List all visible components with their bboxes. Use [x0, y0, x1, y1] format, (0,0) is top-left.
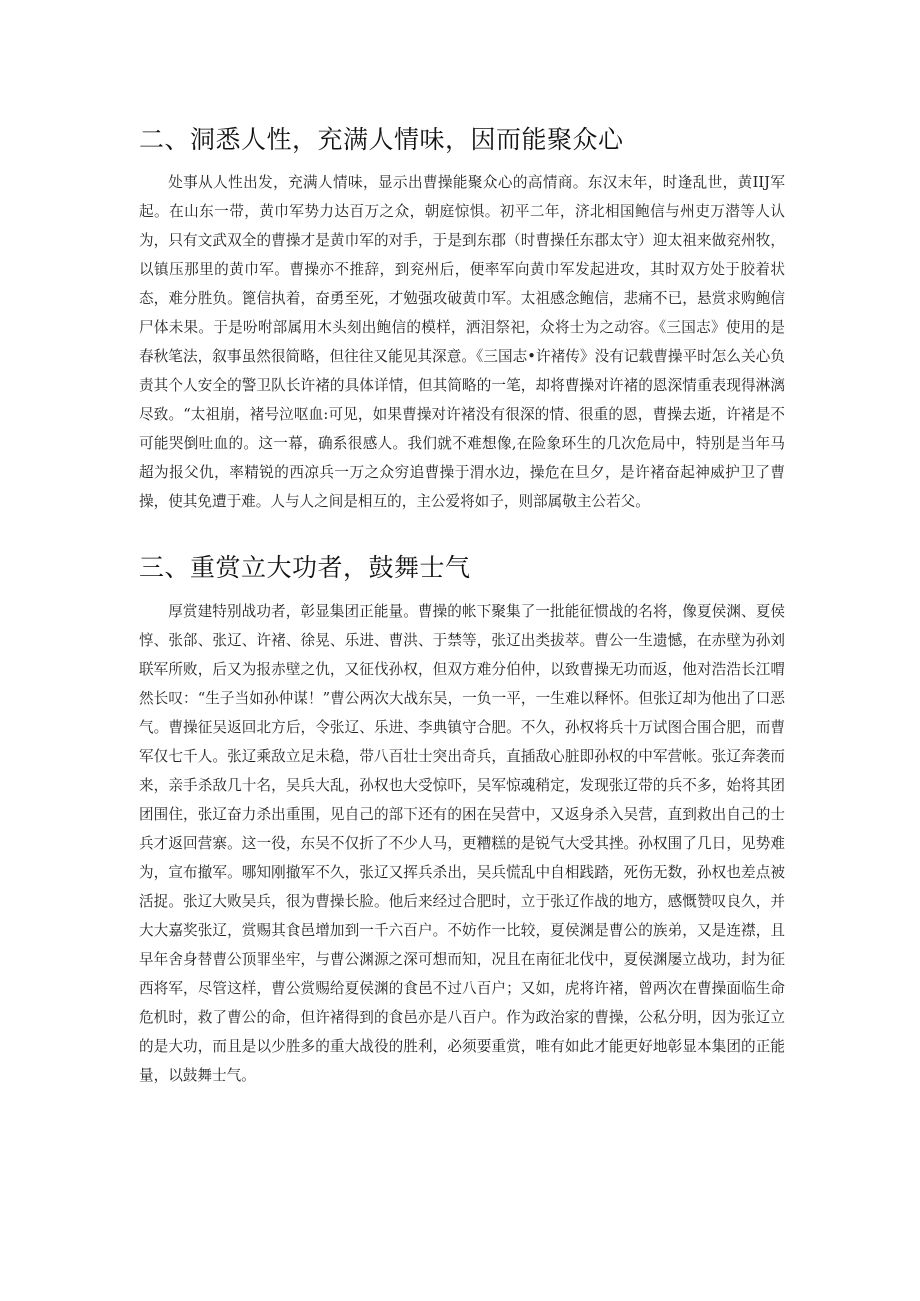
section-paragraph-3: 厚赏建特别战功者，彰显集团正能量。曹操的帐下聚集了一批能征惯战的名将，像夏侯渊、夏侯惇、张郃、张辽、许褚、徐晃、乐进、曹洪、于禁等，张辽出类拔萃。曹公一生遗憾，在赤壁为孙刘联军所败，后又为报赤壁之仇，又征伐孙权，但双方难分伯仲，以致曹操无功而返，他对浩浩长江喟然长叹：“生子当如孙仲谋！”曹公两次大战东吴，一负一平，一生难以释怀。但张辽却为他出了口恶气。曹操征吴返回北方后，令张辽、乐进、李典镇守合肥。不久，孙权将兵十万试图合围合肥，而曹军仅七千人。张辽乘敌立足未稳，带八百壮士突出奇兵，直插敌心脏即孙权的中军营帐。张辽奔袭而来，亲手杀敌几十名，吴兵大乱，孙权也大受惊吓，吴军惊魂稍定，发现张辽带的兵不多，始将其团团围住，张辽奋力杀出重围，见自己的部下还有的困在吴营中，又返身杀入吴营，直到救出自己的士兵才返回营寨。这一役，东吴不仅折了不少人马，更糟糕的是锐气大受其挫。孙权围了几日，见势难为，宣布撤军。哪知刚撤军不久，张辽又挥兵杀出，吴兵慌乱中自相践踏，死伤无数，孙权也差点被活捉。张辽大败吴兵，很为曹操长脸。他后来经过合肥时，立于张辽作战的地方，感慨赞叹良久，并大大嘉奖张辽，赏赐其食邑增加到一千六百户。不妨作一比较，夏侯渊是曹公的族弟，又是连襟，且早年舍身替曹公顶罪坐牢，与曹公渊源之深可想而知，况且在南征北伐中，夏侯渊屡立战功，封为征西将军，尽管这样，曹公赏赐给夏侯渊的食邑不过八百户；又如，虎将许褚，曾两次在曹操面临生命危机时，救了曹公的命，但许褚得到的食邑亦是八百户。作为政治家的曹操，公私分明，因为张辽立的是大功，而且是以少胜多的重大战役的胜利，必须要重赏，唯有如此才能更好地彰显本集团的正能量，以鼓舞士气。 — [139, 603, 785, 1084]
section-heading-3: 三、重赏立大功者，鼓舞士气 — [139, 553, 471, 582]
section-heading-2: 二、洞悉人性，充满人情味，因而能聚众心 — [139, 125, 624, 154]
section-paragraph-2: 处事从人性出发，充满人情味，显示出曹操能聚众心的高情商。东汉末年，时逢乱世，黄IIJ军起。在山东一带，黄巾军势力达百万之众，朝庭惊惧。初平二年，济北相国鲍信与州吏万潜等人认为，只有文武双全的曹操才是黄巾军的对手，于是到东郡（时曹操任东郡太守）迎太祖来做兖州牧，以镇压那里的黄巾军。曹操亦不推辞，到兖州后，便率军向黄巾军发起进攻，其时双方处于胶着状态，难分胜负。篦信执着，奋勇至死，才勉强攻破黄巾军。太祖感念鲍信，悲痛不已，悬赏求购鲍信尸体未果。于是吩咐部属用木头刻出鲍信的模样，洒泪祭祀，众将士为之动容。《三国志》使用的是春秋笔法，叙事虽然很简略，但往往又能见其深意。《三国志•许褚传》没有记载曹操平时怎么关心负责其个人安全的警卫队长许褚的具体详情，但其简略的一笔，却将曹操对许褚的恩深情重表现得淋漓尽致。“太祖崩，褚号泣呕血:可见，如果曹操对许褚没有很深的情、很重的恩，曹操去逝，许褚是不可能哭倒吐血的。这一幕，确系很感人。我们就不难想像,在险象环生的几次危局中，特别是当年马超为报父仇，率精锐的西凉兵一万之众穷追曹操于渭水边，操危在旦夕，是许褚奋起神威护卫了曹操，使其免遭于难。人与人之间是相互的，主公爱将如子，则部属敬主公若父。 — [139, 174, 785, 510]
